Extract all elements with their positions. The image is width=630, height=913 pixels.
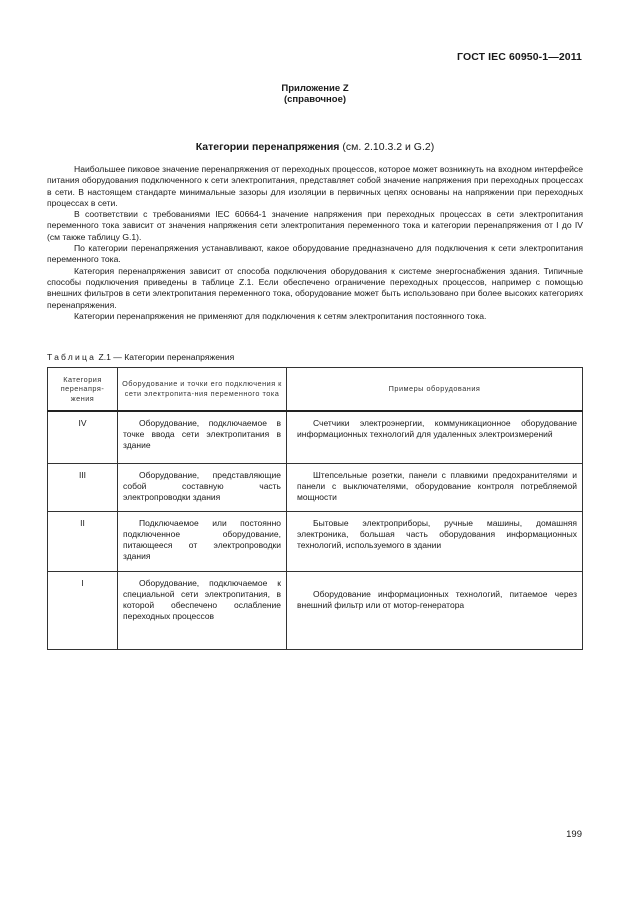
paragraph: Категория перенапряжения зависит от способа подключения оборудования к системе энергоснабжения здания. Типичные способы подключения приведены в таблице Z.1. Если обеспечено ограничение переходных процессов, например с помощью внешних фильтров в сети электропитания переменного тока, оборудование может быть использовано при более высоких категориях перенапряжения.: [47, 265, 583, 310]
table-header-row: [48, 368, 583, 412]
cell-equipment: [118, 411, 287, 463]
table-caption-prefix: Таблица: [47, 352, 97, 362]
body-text: [47, 164, 583, 322]
cell-examples: [287, 571, 583, 649]
cell-equipment: [118, 463, 287, 511]
cell-examples: [287, 511, 583, 571]
cell-examples-text: Счетчики электроэнергии, коммуникационное оборудование информационных технологий для удаленных электроизмерений: [297, 418, 577, 439]
cell-examples: [287, 463, 583, 511]
annex-subtitle: (справочное): [283, 94, 347, 105]
section-title-ref: (см. 2.10.3.2 и G.2): [342, 141, 435, 153]
table-row: [48, 463, 583, 511]
table-caption: [47, 352, 234, 362]
cell-equipment-text: Оборудование, подключаемое в точке ввода сети электропитания в здание: [123, 418, 281, 450]
cell-equipment: [118, 511, 287, 571]
header-equipment: Оборудование и точки его подключения к сети электропита-ния переменного тока: [118, 368, 287, 412]
table-row: [48, 411, 583, 463]
header-category: Категория перенапря-жения: [48, 368, 118, 412]
cell-category: I: [48, 571, 118, 649]
paragraph: По категории перенапряжения устанавливают, какое оборудование предназначено для подключения к сети электропитания переменного тока.: [47, 243, 583, 265]
cell-examples-text: Оборудование информационных технологий, питаемое через внешний фильтр или от мотор-генератора: [297, 588, 577, 610]
table-caption-text: Z.1 — Категории перенапряжения: [96, 352, 235, 362]
cell-equipment-text: Подключаемое или постоянно подключенное оборудование, питающееся от электропроводки здания: [123, 517, 281, 561]
annex-heading: [0, 83, 630, 105]
cell-examples-text: Штепсельные розетки, панели с плавкими предохранителями и панели с выключателями, оборудование контроля потребляемой мощности: [297, 469, 577, 502]
section-title: [0, 141, 630, 153]
section-title-text: Категории перенапряжения: [195, 141, 340, 153]
table-row: [48, 511, 583, 571]
paragraph: Наибольшее пиковое значение перенапряжения от переходных процессов, которое может возникнуть на входном интерфейсе питания оборудования подключенного к сети электропитания, представляет собой значение напряжения при переходных процессах в сети. В настоящем стандарте минимальные зазоры для изоляции в первичных цепях основаны на напряжении при переходных процессах в сети.: [47, 164, 583, 208]
cell-equipment: [118, 571, 287, 649]
paragraph: В соответствии с требованиями IEC 60664-1 значение напряжения при переходных процессах в сети электропитания переменного тока зависит от значения напряжения сети электропитания переменного тока и категории перенапряжения от I до IV (см также таблицу G.1).: [47, 209, 583, 242]
cell-examples: [287, 411, 583, 463]
cell-equipment-text: Оборудование, представляющие собой составную часть электропроводки здания: [123, 469, 281, 502]
cell-category: IV: [48, 411, 118, 463]
overvoltage-table: [47, 367, 583, 650]
table-row: [48, 571, 583, 649]
cell-examples-text: Бытовые электроприборы, ручные машины, домашняя электроника, большая часть оборудования информационных технологий, используемого в здании: [297, 517, 577, 550]
cell-category: III: [48, 463, 118, 511]
cell-category: II: [48, 511, 118, 571]
header-examples: Примеры оборудования: [287, 368, 583, 412]
cell-equipment-text: Оборудование, подключаемое к специальной сети электропитания, в которой обеспечено ослабление переходных процессов: [123, 577, 281, 621]
paragraph: Категории перенапряжения не применяют для подключения к сетям электропитания постоянного тока.: [74, 310, 487, 321]
annex-title: Приложение Z: [281, 83, 349, 94]
standard-header: ГОСТ IEC 60950-1—2011: [457, 51, 582, 63]
page-number: 199: [566, 829, 582, 840]
